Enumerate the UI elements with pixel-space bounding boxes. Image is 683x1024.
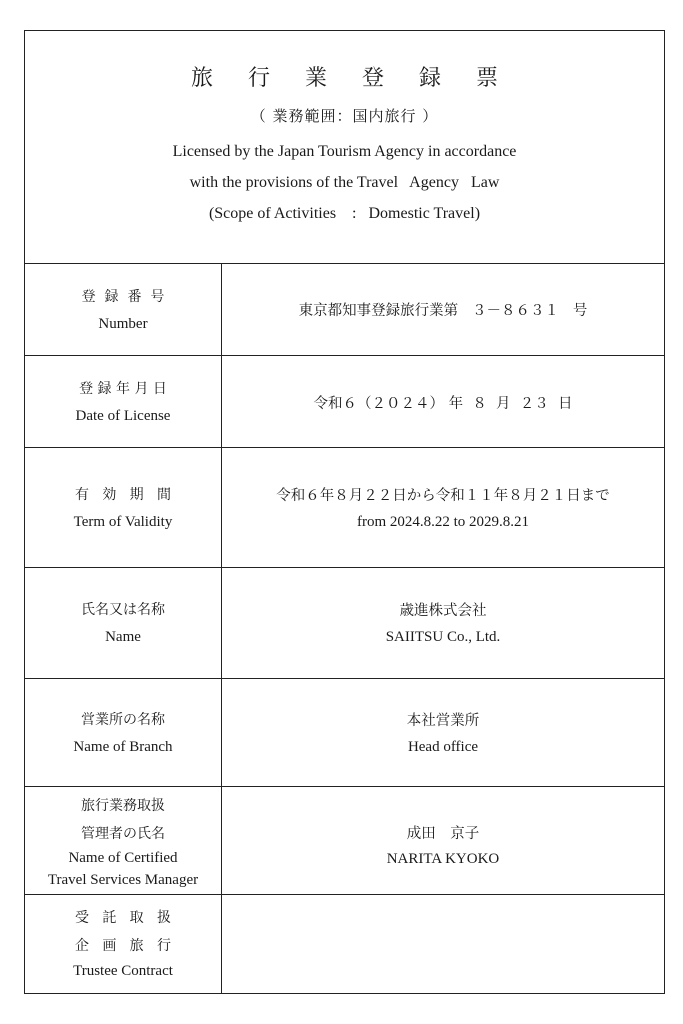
label-manager-en-1: Name of Certified	[68, 850, 178, 866]
label-cell-name	[25, 568, 222, 678]
label-cell-branch	[25, 679, 222, 786]
value-cell-term	[222, 448, 664, 567]
label-branch-jp: 営業所の名称	[81, 712, 165, 728]
label-name-en: Name	[105, 629, 141, 645]
label-manager-jp-1: 旅行業務取扱	[81, 798, 165, 814]
term-value-en: from 2024.8.22 to 2029.8.21	[356, 514, 530, 530]
scope-japanese: （ 業務範囲：国内旅行 ）	[250, 107, 439, 125]
manager-name-en: NARITA KYOKO	[386, 851, 500, 867]
label-number-en: Number	[98, 316, 148, 332]
branch-name-jp: 本社営業所	[406, 713, 480, 729]
row-date-of-license	[25, 356, 664, 448]
label-trustee-jp-1: 受 託 取 扱	[74, 910, 172, 926]
value-cell-number	[222, 263, 664, 355]
label-term-jp: 有 効 期 間	[74, 487, 172, 503]
row-number	[25, 263, 664, 356]
company-name-jp: 歳進株式会社	[399, 603, 487, 619]
row-manager	[25, 787, 664, 895]
registration-number-value: 東京都知事登録旅行業第 ３－８６３１ 号	[298, 303, 588, 319]
value-cell-trustee	[222, 895, 664, 993]
label-number-jp: 登 録 番 号	[81, 289, 165, 305]
value-cell-date	[222, 356, 664, 447]
label-branch-en: Name of Branch	[73, 739, 173, 755]
scope-english: (Scope of Activities : Domestic Travel)	[208, 205, 481, 222]
row-branch	[25, 679, 664, 787]
travel-agency-registration-certificate	[24, 30, 665, 994]
label-cell-date	[25, 356, 222, 447]
certificate-header	[25, 31, 664, 264]
label-trustee-en: Trustee Contract	[73, 963, 173, 979]
value-cell-manager	[222, 787, 664, 894]
branch-name-en: Head office	[407, 739, 479, 755]
certificate-title: 旅 行 業 登 録 票	[191, 66, 512, 91]
label-cell-trustee	[25, 895, 222, 993]
licensed-statement-line-2: with the provisions of the Travel Agency Law	[189, 174, 500, 191]
value-cell-name	[222, 568, 664, 678]
label-cell-term	[25, 448, 222, 567]
label-date-jp: 登 録 年 月 日	[79, 381, 167, 397]
label-date-en: Date of License	[75, 408, 171, 424]
row-term-of-validity	[25, 448, 664, 568]
value-cell-branch	[222, 679, 664, 786]
label-term-en: Term of Validity	[73, 514, 173, 530]
row-name	[25, 568, 664, 679]
licensed-statement-line-1: Licensed by the Japan Tourism Agency in accordance	[172, 143, 517, 160]
label-manager-jp-2: 管理者の氏名	[81, 826, 165, 842]
label-manager-en-2: Travel Services Manager	[47, 872, 199, 888]
label-trustee-jp-2: 企 画 旅 行	[74, 938, 172, 954]
label-cell-number	[25, 263, 222, 355]
label-name-jp: 氏名又は名称	[81, 602, 165, 618]
row-trustee-contract	[25, 895, 664, 993]
manager-name-jp: 成田 京子	[406, 826, 480, 842]
term-value-jp: 令和６年８月２２日から令和１１年８月２１日まで	[276, 488, 610, 504]
label-cell-manager	[25, 787, 222, 894]
company-name-en: SAIITSU Co., Ltd.	[385, 629, 501, 645]
license-date-value: 令和６（２０２４） 年 ８ 月 ２３ 日	[313, 396, 573, 412]
